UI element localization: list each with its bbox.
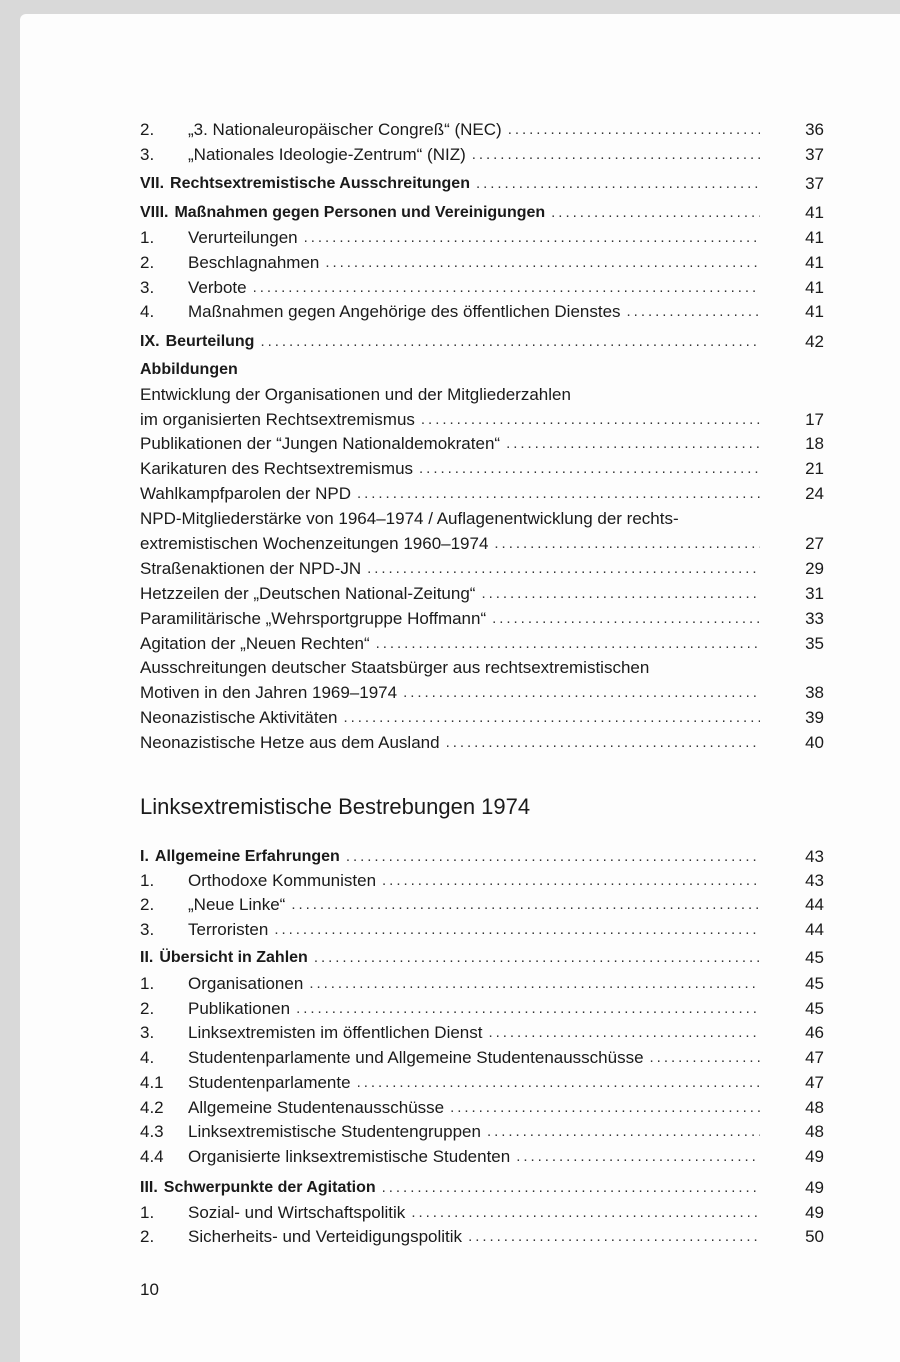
dot-leader — [516, 1145, 760, 1169]
dot-leader — [650, 1046, 760, 1070]
entry-page: 21 — [805, 459, 824, 478]
entry-page: 50 — [805, 1227, 824, 1246]
entry-number: 1. — [140, 1203, 155, 1222]
entry-number: VIII. — [140, 204, 169, 221]
entry-title: Hetzzeilen der „Deutschen National-Zeitung“ — [140, 584, 476, 603]
toc-entry — [140, 507, 824, 531]
entry-title: Ausschreitungen deutscher Staatsbürger aus rechtsextremistischen — [140, 658, 650, 677]
entry-title: Organisierte linksextremistische Studenten — [188, 1147, 511, 1166]
entry-title: Sicherheits- und Verteidigungspolitik — [188, 1227, 463, 1246]
entry-number: 3. — [140, 920, 155, 939]
entry-page: 31 — [805, 584, 824, 603]
toc-entry — [140, 1046, 824, 1070]
entry-title: Publikationen — [188, 999, 291, 1018]
toc-entry — [140, 532, 824, 556]
entry-number: 3. — [140, 1023, 155, 1042]
toc-entry — [140, 845, 824, 869]
dot-leader — [346, 845, 760, 869]
entry-page: 17 — [805, 410, 824, 429]
entry-number: 2. — [140, 120, 155, 139]
entry-page: 45 — [805, 948, 824, 967]
entry-page: 41 — [805, 203, 824, 222]
entry-number: 1. — [140, 871, 155, 890]
toc-entry — [140, 300, 824, 324]
entry-title: Linksextremisten im öffentlichen Dienst — [188, 1023, 483, 1042]
entry-page: 44 — [805, 920, 824, 939]
entry-title: Sozial- und Wirtschaftspolitik — [188, 1203, 406, 1222]
entry-page: 49 — [805, 1178, 824, 1197]
dot-leader — [357, 1071, 760, 1095]
entry-page: 41 — [805, 228, 824, 247]
entry-number: 4.3 — [140, 1122, 164, 1141]
entry-title: Paramilitärische „Wehrsportgruppe Hoffmann“ — [140, 609, 487, 628]
entry-number: 2. — [140, 1227, 155, 1246]
dot-leader — [309, 972, 760, 996]
entry-title: Orthodoxe Kommunisten — [188, 871, 377, 890]
entry-title: Allgemeine Erfahrungen — [154, 848, 340, 865]
toc-entry — [140, 383, 824, 407]
dot-leader — [627, 300, 760, 324]
dot-leader — [489, 1021, 761, 1045]
toc-entry — [140, 869, 824, 893]
entry-number: II. — [140, 949, 154, 966]
entry-title: Agitation der „Neuen Rechten“ — [140, 634, 370, 653]
entry-page: 39 — [805, 708, 824, 727]
toc-entry — [140, 201, 824, 225]
toc-entry — [140, 1071, 824, 1095]
entry-title: Publikationen der “Jungen Nationaldemokraten“ — [140, 434, 501, 453]
entry-page: 41 — [805, 302, 824, 321]
entry-page: 47 — [805, 1048, 824, 1067]
toc-entry — [140, 276, 824, 300]
toc-entry — [140, 432, 824, 456]
entry-page: 36 — [805, 120, 824, 139]
entry-title: Straßenaktionen der NPD-JN — [140, 559, 362, 578]
entry-page: 45 — [805, 999, 824, 1018]
toc-entry — [140, 997, 824, 1021]
entry-number: VII. — [140, 175, 165, 192]
toc-entry — [140, 1145, 824, 1169]
entry-page: 44 — [805, 895, 824, 914]
dot-leader — [411, 1201, 760, 1225]
toc-entry — [140, 1176, 824, 1200]
toc-entry — [140, 731, 824, 755]
entry-page: 47 — [805, 1073, 824, 1092]
entry-page: 27 — [805, 534, 824, 553]
toc-entry — [140, 946, 824, 970]
entry-page: 41 — [805, 253, 824, 272]
dot-leader — [450, 1096, 760, 1120]
dot-leader — [492, 607, 760, 631]
toc-entry — [140, 972, 824, 996]
toc-entry — [140, 457, 824, 481]
toc-entry — [140, 408, 824, 432]
entry-number: IX. — [140, 333, 160, 350]
toc-entry — [140, 632, 824, 656]
dot-leader — [476, 172, 760, 196]
toc-entry — [140, 482, 824, 506]
entry-page: 29 — [805, 559, 824, 578]
entry-number: 4. — [140, 1048, 155, 1067]
entry-page: 37 — [805, 145, 824, 164]
entry-page: 48 — [805, 1122, 824, 1141]
dot-leader — [382, 869, 760, 893]
entry-title: Motiven in den Jahren 1969–1974 — [140, 683, 398, 702]
toc-entry — [140, 118, 824, 142]
entry-page: 49 — [805, 1203, 824, 1222]
toc-entry — [140, 706, 824, 730]
toc-entry — [140, 1201, 824, 1225]
dot-leader — [291, 893, 760, 917]
dot-leader — [403, 681, 760, 705]
dot-leader — [357, 482, 760, 506]
entry-page: 48 — [805, 1098, 824, 1117]
dot-leader — [253, 276, 760, 300]
toc-entry — [140, 918, 824, 942]
dot-leader — [481, 582, 760, 606]
entry-number: I. — [140, 848, 149, 865]
entry-title: Beurteilung — [165, 333, 255, 350]
entry-title: Studentenparlamente und Allgemeine Studentenausschüsse — [188, 1048, 644, 1067]
dot-leader — [487, 1120, 760, 1144]
entry-number: 4.1 — [140, 1073, 164, 1092]
entry-page: 45 — [805, 974, 824, 993]
entry-number: 4. — [140, 302, 155, 321]
entry-page: 18 — [805, 434, 824, 453]
entry-title: Entwicklung der Organisationen und der Mitgliederzahlen — [140, 385, 571, 404]
entry-title: Wahlkampfparolen der NPD — [140, 484, 352, 503]
dot-leader — [296, 997, 760, 1021]
toc-entry — [140, 1225, 824, 1249]
entry-number: III. — [140, 1179, 158, 1196]
dot-leader — [551, 201, 760, 225]
dot-leader — [468, 1225, 760, 1249]
entry-number: 3. — [140, 278, 155, 297]
dot-leader — [419, 457, 760, 481]
entry-title: Terroristen — [188, 920, 269, 939]
dot-leader — [314, 946, 760, 970]
dot-leader — [325, 251, 760, 275]
entry-title: Neonazistische Hetze aus dem Ausland — [140, 733, 440, 752]
entry-title: extremistischen Wochenzeitungen 1960–1974 — [140, 534, 489, 553]
entry-title: NPD-Mitgliederstärke von 1964–1974 / Auflagenentwicklung der rechts- — [140, 509, 679, 528]
entry-page: 35 — [805, 634, 824, 653]
entry-page: 37 — [805, 174, 824, 193]
toc-entry — [140, 330, 824, 354]
dot-leader — [367, 557, 760, 581]
dot-leader — [446, 731, 760, 755]
toc-entry — [140, 251, 824, 275]
entry-title: „3. Nationaleuropäischer Congreß“ (NEC) — [188, 120, 502, 139]
dot-leader — [274, 918, 760, 942]
toc-entry — [140, 1021, 824, 1045]
dot-leader — [382, 1176, 760, 1200]
entry-title: Rechtsextremistische Ausschreitungen — [170, 175, 470, 192]
entry-number: 1. — [140, 228, 155, 247]
entry-page: 43 — [805, 847, 824, 866]
toc-entry — [140, 557, 824, 581]
entry-title: Beschlagnahmen — [188, 253, 320, 272]
entry-number: 3. — [140, 145, 155, 164]
entry-page: 33 — [805, 609, 824, 628]
dot-leader — [376, 632, 760, 656]
dot-leader — [494, 532, 760, 556]
dot-leader — [508, 118, 760, 142]
entry-title: „Neue Linke“ — [188, 895, 286, 914]
entry-title: Abbildungen — [140, 361, 238, 378]
entry-title: im organisierten Rechtsextremismus — [140, 410, 415, 429]
entry-title: „Nationales Ideologie-Zentrum“ (NIZ) — [188, 145, 466, 164]
entry-title: Maßnahmen gegen Personen und Vereinigungen — [174, 204, 546, 221]
toc-entry — [140, 1120, 824, 1144]
entry-title: Verurteilungen — [188, 228, 298, 247]
entry-title: Schwerpunkte der Agitation — [163, 1179, 376, 1196]
entry-page: 43 — [805, 871, 824, 890]
entry-number: 4.2 — [140, 1098, 164, 1117]
toc-entry — [140, 1096, 824, 1120]
entry-page: 40 — [805, 733, 824, 752]
dot-leader — [506, 432, 760, 456]
toc-entry — [140, 607, 824, 631]
entry-title: Studentenparlamente — [188, 1073, 351, 1092]
entry-page: 38 — [805, 683, 824, 702]
toc-entry — [140, 226, 824, 250]
entry-title: Allgemeine Studentenausschüsse — [188, 1098, 445, 1117]
entry-number: 2. — [140, 895, 155, 914]
entry-page: 49 — [805, 1147, 824, 1166]
toc-entry — [140, 582, 824, 606]
entry-title: Organisationen — [188, 974, 304, 993]
entry-page: 42 — [805, 332, 824, 351]
toc-entry — [140, 143, 824, 167]
entry-title: Übersicht in Zahlen — [159, 949, 308, 966]
page-number: 10 — [140, 1280, 159, 1299]
dot-leader — [304, 226, 760, 250]
entry-number: 4.4 — [140, 1147, 164, 1166]
toc-entry — [140, 681, 824, 705]
toc-entry — [140, 893, 824, 917]
dot-leader — [260, 330, 760, 354]
entry-title: Neonazistische Aktivitäten — [140, 708, 338, 727]
entry-number: 2. — [140, 999, 155, 1018]
entry-page: 46 — [805, 1023, 824, 1042]
dot-leader — [421, 408, 760, 432]
entry-number: 2. — [140, 253, 155, 272]
dot-leader — [344, 706, 761, 730]
entry-title: Verbote — [188, 278, 247, 297]
entry-title: Linksextremistische Studentengruppen — [188, 1122, 481, 1141]
entry-page: 24 — [805, 484, 824, 503]
list-heading — [140, 358, 824, 382]
entry-title: Maßnahmen gegen Angehörige des öffentlichen Dienstes — [188, 302, 621, 321]
toc-entry — [140, 172, 824, 196]
toc-entry — [140, 656, 824, 680]
dot-leader — [472, 143, 760, 167]
section-heading: Linksextremistische Bestrebungen 1974 — [140, 794, 531, 819]
entry-title: Karikaturen des Rechtsextremismus — [140, 459, 414, 478]
entry-page: 41 — [805, 278, 824, 297]
entry-number: 1. — [140, 974, 155, 993]
